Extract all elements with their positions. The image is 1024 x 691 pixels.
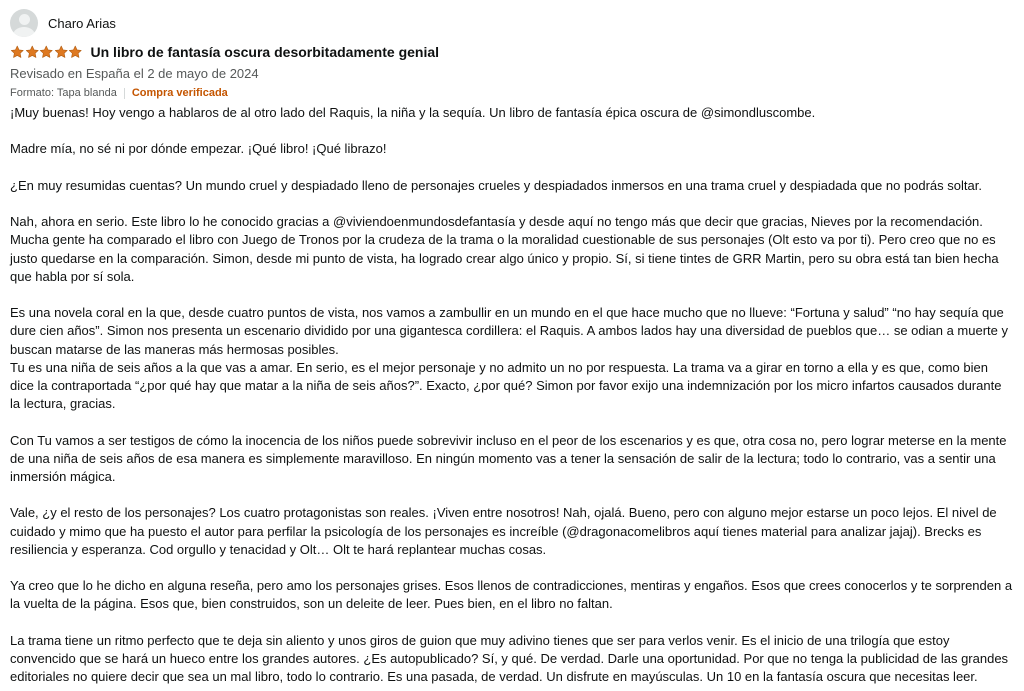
review-paragraph: Nah, ahora en serio. Este libro lo he conocido gracias a @viviendoenmundosdefantasía y desde aquí no tengo más que decir que gracias, Nieves por la recomendación. Mucha gente ha comparado el libro con Juego de Tronos por la crudeza de la trama o la moralidad cuestionable de sus personajes (Olt esto va por ti). Pero creo que no es justo quedarse en la comparación. Simon, desde mi punto de vista, ha logrado crear algo único y propio. Sí, si tiene tintes de GRR Martin, pero su obra está tan bien hecha que habla por sí sola. (10, 214, 999, 284)
avatar-shoulders-shape (13, 27, 35, 37)
review-paragraph: Ya creo que lo he dicho en alguna reseña, pero amo los personajes grises. Esos llenos de contradicciones, mentiras y engaños. Esos que crees conocerlos y te sorprenden a la vuelta de la página. Esos que, bien construidos, son un deleite de leer. Pues bien, en el libro no faltan. (10, 578, 1013, 612)
review-paragraph: ¡Muy buenas! Hoy vengo a hablaros de al otro lado del Raquis, la niña y la sequía. Un libro de fantasía épica oscura de @simondluscombe. (10, 105, 816, 120)
format-row (10, 85, 1014, 101)
review-title[interactable]: Un libro de fantasía oscura desorbitadamente genial (90, 44, 440, 60)
avatar-head-shape (19, 14, 30, 25)
star-icon (10, 45, 25, 59)
star-icon (25, 45, 40, 59)
review-date: Revisado en España el 2 de mayo de 2024 (10, 66, 259, 81)
title-row (10, 42, 1014, 62)
star-icon (68, 45, 83, 59)
review-paragraph: Vale, ¿y el resto de los personajes? Los cuatro protagonistas son reales. ¡Viven entre nosotros! Nah, ojalá. Bueno, pero con alguno mejor estarse un poco lejos. El nivel de cuidado y mimo que ha puesto el autor para perfilar la psicología de los personajes es increíble (@dragonacomelibros aquí tienes material para analizar jajaj). Brecks es resiliencia y esperanza. Cod orgullo y tenacidad y Olt… Olt te hará replantear muchas cosas. (10, 505, 997, 557)
avatar[interactable] (10, 9, 38, 37)
format-label[interactable]: Formato: Tapa blanda (10, 87, 117, 99)
star-rating[interactable] (10, 45, 83, 59)
review-paragraph: Madre mía, no sé ni por dónde empezar. ¡Qué libro! ¡Qué librazo! (10, 141, 387, 157)
divider (124, 88, 125, 99)
review-paragraph: Con Tu vamos a ser testigos de cómo la inocencia de los niños puede sobrevivir incluso en el peor de los escenarios y es que, otra cosa no, pero lograr meterse en la mente de una niña de seis años de esa manera es simplemente maravilloso. En ningún momento vas a tener la sensación de salir de la lectura; todo lo contrario, vas a sentir una inmersión mágica. (10, 432, 1007, 484)
review-paragraph: ¿En muy resumidas cuentas? Un mundo cruel y despiadado lleno de personajes crueles y despiadados inmersos en una trama cruel y despiadada que no podrás soltar. (10, 177, 982, 193)
review-paragraph: Es una novela coral en la que, desde cuatro puntos de vista, nos vamos a zambullir en un mundo en el que hace mucho que no llueve: “Fortuna y salud” “no hay sequía que dure cien años”. Simon nos presenta un escenario dividido por una gigantesca cordillera: el Raquis. A ambos lados hay una diversidad de pueblos que… se odian a muerte y buscan matarse de las maneras más hermosas posibles. (10, 305, 1009, 357)
author-name[interactable]: Charo Arias (48, 15, 116, 31)
star-icon (39, 45, 54, 59)
verified-purchase-badge: Compra verificada (131, 87, 228, 99)
review-body (10, 104, 1014, 686)
author-row (10, 8, 1014, 38)
star-icon (54, 45, 69, 59)
review-paragraph: Tu es una niña de seis años a la que vas a amar. En serio, es el mejor personaje y no admito un no por respuesta. La trama va a girar en torno a ella y es que, como bien dice la contraportada “¿por qué hay que matar a la niña de seis años?”. Exacto, ¿por qué? Simon por favor exijo una indemnización por los micro infartos causados durante la lectura, gracias. (10, 359, 1002, 412)
review-paragraph: La trama tiene un ritmo perfecto que te deja sin aliento y unos giros de guion que muy adivino tienes que ser para verlos venir. Es el inicio de una trilogía que estoy convencido que se hará un hueco entre los grandes autores. ¿Es autopublicado? Sí, y qué. De verdad. Darle una oportunidad. Por que no tenga la publicidad de las grandes editoriales no quiere decir que sea un mal libro, todo lo contrario. Es una pasada, de verdad. Un disfrute en mayúsculas. Un 10 en la fantasía oscura que necesitas leer. (10, 632, 1009, 685)
